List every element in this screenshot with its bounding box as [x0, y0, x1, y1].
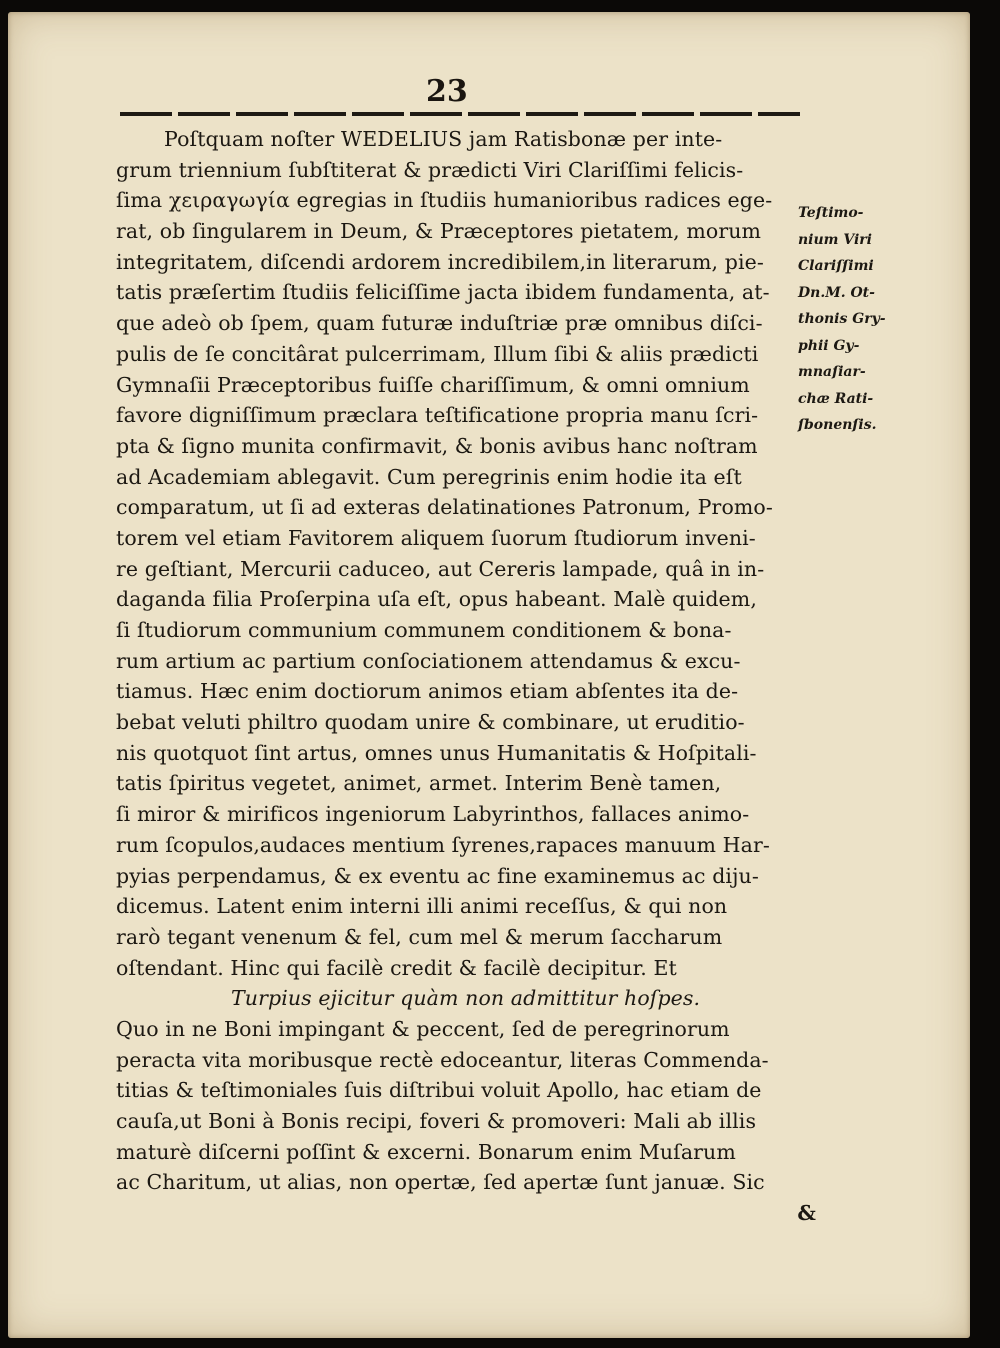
text-line: pyias perpendamus, & ex eventu ac fine examinemus ac diju- [116, 863, 759, 888]
text-line: pta & ſigno munita confirmavit, & bonis avibus hanc noſtram [116, 433, 758, 458]
text-line: ſi ſtudiorum communium communem conditionem & bona- [116, 618, 732, 642]
marginal-note-line: chæ Rati- [798, 390, 874, 407]
marginal-note-line: thonis Gry- [798, 311, 886, 327]
text-line: nis quotquot ſint artus, omnes unus Humanitatis & Hoſpitali- [116, 740, 757, 765]
text-line: oſtendant. Hinc qui facilè credit & facilè decipitur. Et [116, 955, 677, 980]
marginal-note-line: nium Viri [798, 231, 872, 248]
text-line: bebat veluti philtro quodam unire & combinare, ut eruditio- [116, 710, 745, 735]
text-line: tatis ſpiritus vegetet, animet, armet. Interim Benè tamen, [116, 771, 722, 796]
text-line: cauſa,ut Boni à Bonis recipi, foveri & promoveri: Mali ab illis [116, 1109, 757, 1133]
text-line: tatis præſertim ſtudiis feliciſſime jacta ibidem fundamenta, at- [116, 280, 770, 305]
text-line: maturè diſcerni poſſint & excerni. Bonarum enim Muſarum [116, 1139, 736, 1164]
text-line: integritatem, diſcendi ardorem incredibilem,in literarum, pie- [116, 249, 764, 274]
text-line: Poſtquam noſter WEDELIUS jam Ratisbonæ per inte- [164, 127, 723, 151]
marginal-note [798, 200, 908, 439]
text-line: rat, ob ſingularem in Deum, & Præceptores pietatem, morum [116, 219, 762, 244]
text-line: que adeò ob ſpem, quam futuræ induſtriæ præ omnibus diſci- [116, 311, 763, 336]
text-line: rum ſcopulos,audaces mentium ſyrenes,rapaces manuum Har- [116, 832, 770, 857]
text-line: grum triennium ſubſtiterat & prædicti Viri Clariſſimi felicis- [116, 157, 744, 182]
text-line: rum artium ac partium conſociationem attendamus & excu- [116, 648, 741, 673]
page-number: 23 [426, 74, 468, 109]
text-line: ſima χειραγωγία egregias in ſtudiis humanioribus radices ege- [116, 188, 773, 213]
text-line: peracta vita moribusque rectè edoceantur, literas Commenda- [116, 1047, 769, 1072]
marginal-note-line: mnaſiar- [798, 364, 866, 380]
marginal-note-line: Clariſſimi [798, 258, 874, 274]
text-line: torem vel etiam Favitorem aliquem ſuorum ſtudiorum inveni- [116, 525, 756, 550]
marginal-note-line: Dn.M. Ot- [798, 284, 875, 301]
main-text [116, 124, 816, 1229]
text-line: ſi miror & mirificos ingeniorum Labyrinthos, fallaces animo- [116, 802, 750, 827]
marginal-note-line: Teſtimo- [798, 205, 864, 221]
text-line: comparatum, ut ſi ad exteras delatinationes Patronum, Promo- [116, 495, 773, 520]
text-line: Gymnaſii Præceptoribus fuiſſe chariſſimum, & omni omnium [116, 372, 750, 397]
header-rule [120, 112, 800, 116]
text-line: ad Academiam ablegavit. Cum peregrinis enim hodie ita eſt [116, 464, 742, 489]
text-line: tiamus. Hæc enim doctiorum animos etiam abſentes ita de- [116, 679, 739, 704]
catchword: & [797, 1201, 816, 1226]
book-page [8, 12, 970, 1338]
marginal-note-line: ſbonenſis. [798, 417, 877, 433]
text-line: Quo in ne Boni impingant & peccent, ſed de peregrinorum [116, 1016, 730, 1041]
marginal-note-line: phii Gy- [798, 337, 860, 354]
text-line: titias & teſtimoniales ſuis diſtribui voluit Apollo, hac etiam de [116, 1078, 762, 1103]
text-line: rarò tegant venenum & fel, cum mel & merum ſaccharum [116, 924, 723, 949]
text-line: re geſtiant, Mercurii caduceo, aut Cereris lampade, quâ in in- [116, 556, 765, 581]
text-line: dicemus. Latent enim interni illi animi receſſus, & qui non [116, 894, 728, 919]
text-line: pulis de ſe concitârat pulcerrimam, Illum ſibi & aliis prædicti [116, 341, 759, 366]
text-line: daganda filia Proſerpina uſa eſt, opus habeant. Malè quidem, [116, 587, 757, 612]
text-line: favore digniſſimum præclara teſtificatione propria manu ſcri- [116, 403, 759, 428]
verse-line: Turpius ejicitur quàm non admittitur hoſpes. [231, 986, 701, 1011]
text-line: ac Charitum, ut alias, non opertæ, ſed apertæ ſunt januæ. Sic [116, 1170, 765, 1195]
